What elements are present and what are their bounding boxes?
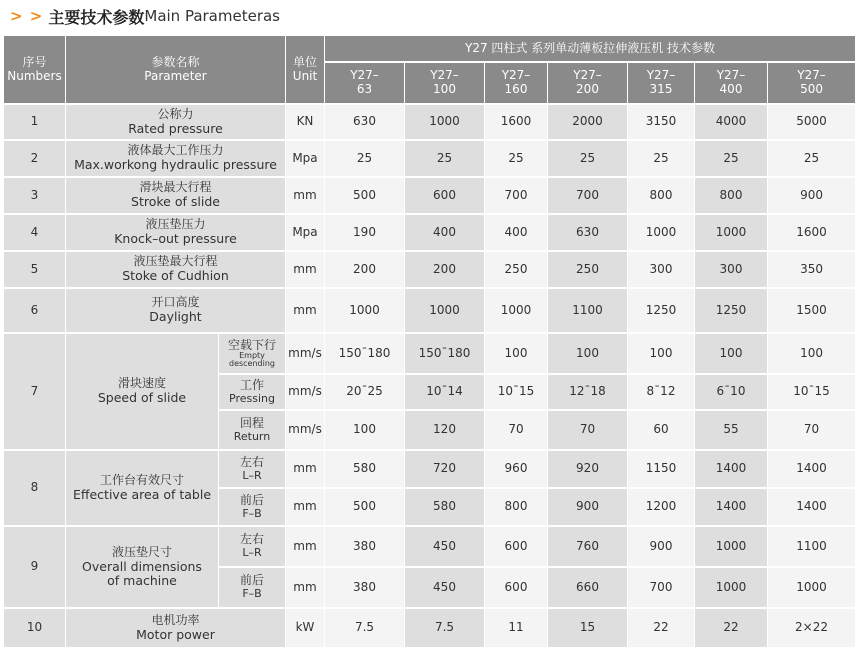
cell-value: 800 <box>485 489 548 527</box>
cell-value: 100 <box>548 334 628 375</box>
row-parameter: 滑块最大行程 Stroke of slide <box>66 178 286 215</box>
sub-parameter: 前后 F–B <box>219 489 286 527</box>
row-unit: mm/s <box>286 375 325 411</box>
row-parameter: 液压垫最大行程 Stoke of Cudhion <box>66 252 286 289</box>
row-unit: mm <box>286 451 325 489</box>
cell-value: 1000 <box>405 289 485 334</box>
cell-value: 120 <box>405 411 485 451</box>
cell-value: 22 <box>628 609 695 649</box>
table-row <box>4 334 856 375</box>
cell-value: 1500 <box>768 289 856 334</box>
cell-value: 900 <box>548 489 628 527</box>
cell-value: 700 <box>548 178 628 215</box>
row-number: 8 <box>4 451 66 527</box>
sub-parameter: 空载下行 Empty descending <box>219 334 286 375</box>
table-row <box>4 609 856 649</box>
row-parameter: 液压垫压力 Knock–out pressure <box>66 215 286 252</box>
cell-value: 1400 <box>768 489 856 527</box>
cell-value: 12¯18 <box>548 375 628 411</box>
cell-value: 60 <box>628 411 695 451</box>
cell-value: 25 <box>695 141 768 178</box>
row-number: 1 <box>4 105 66 141</box>
row-parameter: 开口高度 Daylight <box>66 289 286 334</box>
cell-value: 400 <box>485 215 548 252</box>
row-unit: mm <box>286 289 325 334</box>
cell-value: 200 <box>405 252 485 289</box>
cell-value: 11 <box>485 609 548 649</box>
cell-value: 450 <box>405 527 485 568</box>
row-number: 6 <box>4 289 66 334</box>
cell-value: 4000 <box>695 105 768 141</box>
cell-value: 1600 <box>768 215 856 252</box>
cell-value: 1000 <box>695 215 768 252</box>
cell-value: 1000 <box>485 289 548 334</box>
cell-value: 190 <box>325 215 405 252</box>
cell-value: 150¯180 <box>405 334 485 375</box>
row-unit: KN <box>286 105 325 141</box>
cell-value: 100 <box>768 334 856 375</box>
cell-value: 25 <box>325 141 405 178</box>
cell-value: 580 <box>325 451 405 489</box>
model-header: Y27– 400 <box>695 63 768 105</box>
cell-value: 100 <box>325 411 405 451</box>
cell-value: 1100 <box>768 527 856 568</box>
section-title-cn: 主要技术参数 <box>48 7 145 27</box>
row-unit: mm <box>286 568 325 609</box>
table-row <box>4 178 856 215</box>
header-unit: 单位 Unit <box>286 36 325 105</box>
cell-value: 600 <box>405 178 485 215</box>
cell-value: 1000 <box>768 568 856 609</box>
cell-value: 100 <box>695 334 768 375</box>
row-number: 3 <box>4 178 66 215</box>
cell-value: 900 <box>628 527 695 568</box>
cell-value: 25 <box>485 141 548 178</box>
row-number: 2 <box>4 141 66 178</box>
cell-value: 600 <box>485 527 548 568</box>
model-header: Y27– 315 <box>628 63 695 105</box>
row-unit: mm/s <box>286 411 325 451</box>
cell-value: 25 <box>405 141 485 178</box>
cell-value: 25 <box>628 141 695 178</box>
section-title <box>10 4 280 28</box>
cell-value: 5000 <box>768 105 856 141</box>
row-parameter: 液压垫尺寸 Overall dimensions of machine <box>66 527 219 609</box>
cell-value: 1250 <box>628 289 695 334</box>
sub-parameter: 左右 L–R <box>219 451 286 489</box>
cell-value: 500 <box>325 178 405 215</box>
cell-value: 2×22 <box>768 609 856 649</box>
cell-value: 960 <box>485 451 548 489</box>
header-parameter: 参数名称 Parameter <box>66 36 286 105</box>
sub-parameter: 前后 F–B <box>219 568 286 609</box>
cell-value: 100 <box>628 334 695 375</box>
cell-value: 1000 <box>325 289 405 334</box>
cell-value: 250 <box>485 252 548 289</box>
cell-value: 1000 <box>628 215 695 252</box>
cell-value: 1600 <box>485 105 548 141</box>
cell-value: 300 <box>695 252 768 289</box>
double-chevron-right-icon: > > <box>10 7 44 25</box>
sub-parameter: 左右 L–R <box>219 527 286 568</box>
cell-value: 380 <box>325 568 405 609</box>
table-row <box>4 105 856 141</box>
cell-value: 630 <box>325 105 405 141</box>
cell-value: 25 <box>548 141 628 178</box>
cell-value: 1000 <box>405 105 485 141</box>
cell-value: 1400 <box>695 489 768 527</box>
row-unit: mm <box>286 527 325 568</box>
row-parameter: 电机功率 Motor power <box>66 609 286 649</box>
cell-value: 1150 <box>628 451 695 489</box>
parameters-table <box>4 36 856 649</box>
cell-value: 920 <box>548 451 628 489</box>
cell-value: 55 <box>695 411 768 451</box>
cell-value: 15 <box>548 609 628 649</box>
cell-value: 100 <box>485 334 548 375</box>
cell-value: 600 <box>485 568 548 609</box>
cell-value: 1400 <box>768 451 856 489</box>
cell-value: 350 <box>768 252 856 289</box>
header-numbers: 序号 Numbers <box>4 36 66 105</box>
cell-value: 25 <box>768 141 856 178</box>
row-parameter: 液体最大工作压力 Max.workong hydraulic pressure <box>66 141 286 178</box>
table-row <box>4 215 856 252</box>
table-row <box>4 451 856 489</box>
cell-value: 8¯12 <box>628 375 695 411</box>
row-unit: mm/s <box>286 334 325 375</box>
cell-value: 1000 <box>695 568 768 609</box>
cell-value: 580 <box>405 489 485 527</box>
cell-value: 10¯15 <box>768 375 856 411</box>
row-unit: mm <box>286 178 325 215</box>
cell-value: 800 <box>695 178 768 215</box>
cell-value: 70 <box>548 411 628 451</box>
cell-value: 200 <box>325 252 405 289</box>
cell-value: 720 <box>405 451 485 489</box>
cell-value: 300 <box>628 252 695 289</box>
cell-value: 7.5 <box>405 609 485 649</box>
cell-value: 630 <box>548 215 628 252</box>
row-unit: Mpa <box>286 215 325 252</box>
model-header: Y27– 100 <box>405 63 485 105</box>
cell-value: 1200 <box>628 489 695 527</box>
cell-value: 450 <box>405 568 485 609</box>
table-row <box>4 527 856 568</box>
cell-value: 2000 <box>548 105 628 141</box>
row-unit: kW <box>286 609 325 649</box>
cell-value: 3150 <box>628 105 695 141</box>
row-number: 10 <box>4 609 66 649</box>
model-header: Y27– 160 <box>485 63 548 105</box>
model-header: Y27– 63 <box>325 63 405 105</box>
row-number: 9 <box>4 527 66 609</box>
cell-value: 660 <box>548 568 628 609</box>
table-row <box>4 289 856 334</box>
cell-value: 10¯15 <box>485 375 548 411</box>
cell-value: 1100 <box>548 289 628 334</box>
cell-value: 800 <box>628 178 695 215</box>
sub-parameter: 工作 Pressing <box>219 375 286 411</box>
cell-value: 760 <box>548 527 628 568</box>
cell-value: 1400 <box>695 451 768 489</box>
cell-value: 700 <box>628 568 695 609</box>
row-number: 5 <box>4 252 66 289</box>
cell-value: 70 <box>485 411 548 451</box>
row-number: 4 <box>4 215 66 252</box>
cell-value: 500 <box>325 489 405 527</box>
cell-value: 22 <box>695 609 768 649</box>
table-row <box>4 141 856 178</box>
row-number: 7 <box>4 334 66 451</box>
cell-value: 700 <box>485 178 548 215</box>
cell-value: 400 <box>405 215 485 252</box>
section-title-en: Main Parameteras <box>144 7 280 25</box>
model-header: Y27– 200 <box>548 63 628 105</box>
row-unit: Mpa <box>286 141 325 178</box>
cell-value: 1000 <box>695 527 768 568</box>
sub-parameter: 回程 Return <box>219 411 286 451</box>
cell-value: 380 <box>325 527 405 568</box>
row-unit: mm <box>286 489 325 527</box>
row-parameter: 公称力 Rated pressure <box>66 105 286 141</box>
cell-value: 6¯10 <box>695 375 768 411</box>
cell-value: 250 <box>548 252 628 289</box>
cell-value: 1250 <box>695 289 768 334</box>
row-parameter: 工作台有效尺寸 Effective area of table <box>66 451 219 527</box>
cell-value: 20¯25 <box>325 375 405 411</box>
cell-value: 150¯180 <box>325 334 405 375</box>
row-unit: mm <box>286 252 325 289</box>
cell-value: 10¯14 <box>405 375 485 411</box>
header-banner: Y27 四柱式 系列单动薄板拉伸液压机 技术参数 <box>325 36 856 63</box>
cell-value: 70 <box>768 411 856 451</box>
cell-value: 900 <box>768 178 856 215</box>
model-header: Y27– 500 <box>768 63 856 105</box>
table-row <box>4 252 856 289</box>
row-parameter: 滑块速度 Speed of slide <box>66 334 219 451</box>
cell-value: 7.5 <box>325 609 405 649</box>
